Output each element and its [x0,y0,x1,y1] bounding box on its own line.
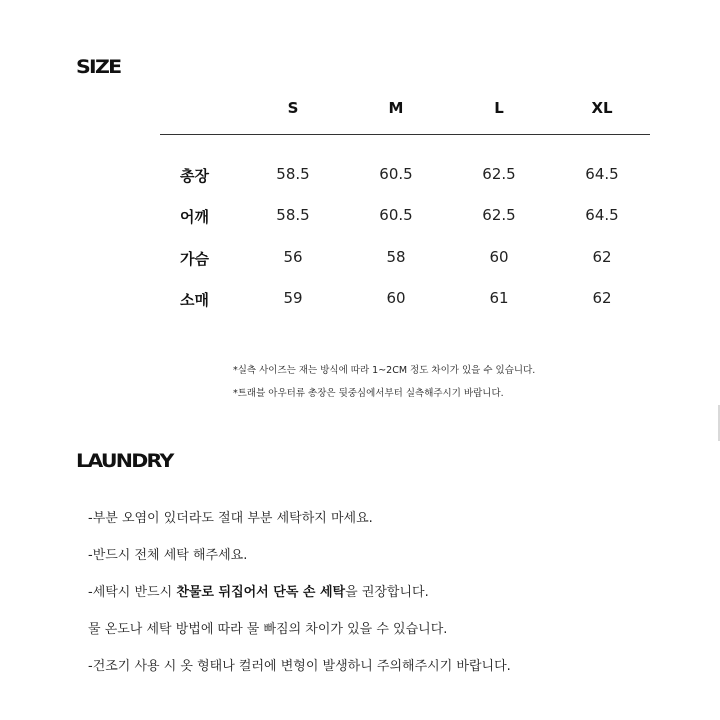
laundry-line: 물 온도나 세탁 방법에 따라 물 빠짐의 차이가 있을 수 있습니다. [88,622,448,637]
table-cell: 62.5 [482,165,516,183]
table-cell: 62.5 [482,206,516,224]
table-cell: 60.5 [379,165,413,183]
table-cell: 58.5 [276,206,310,224]
laundry-line-suffix: 을 권장합니다. [345,585,429,600]
table-cell: 59 [283,289,303,307]
table-cell: 62 [592,248,612,266]
row-label-sleeve: 소매 [180,291,209,309]
table-cell: 60 [386,289,406,307]
row-label-chest: 가슴 [180,250,209,268]
laundry-line: -건조기 사용 시 옷 형태나 컬러에 변형이 발생하니 주의해주시기 바랍니다. [88,659,511,674]
column-header-l: L [494,99,504,117]
table-cell: 60.5 [379,206,413,224]
column-header-s: S [287,99,299,117]
header-divider [160,134,650,135]
laundry-heading: LAUNDRY [76,450,173,472]
table-cell: 58.5 [276,165,310,183]
laundry-line [88,581,429,600]
row-label-shoulder: 어깨 [180,208,209,226]
column-header-xl: XL [591,99,613,117]
table-cell: 64.5 [585,206,619,224]
table-cell: 56 [283,248,303,266]
table-cell: 64.5 [585,165,619,183]
laundry-line-prefix: -세탁시 반드시 [88,585,177,600]
outerwear-note: *트래블 아우터류 총장은 뒷중심에서부터 실측해주시기 바랍니다. [233,388,504,399]
table-cell: 60 [489,248,509,266]
size-heading: SIZE [76,56,121,78]
table-cell: 61 [489,289,509,307]
laundry-line: -부분 오염이 있더라도 절대 부분 세탁하지 마세요. [88,511,373,526]
table-cell: 62 [592,289,612,307]
table-cell: 58 [386,248,406,266]
column-header-m: M [388,99,404,117]
laundry-emphasis: 찬물로 뒤집어서 단독 손 세탁 [176,585,346,600]
row-label-length: 총장 [180,167,209,185]
measurement-note: *실측 사이즈는 재는 방식에 따라 1~2CM 정도 차이가 있을 수 있습니다. [233,365,536,376]
laundry-line: -반드시 전체 세탁 해주세요. [88,548,248,563]
